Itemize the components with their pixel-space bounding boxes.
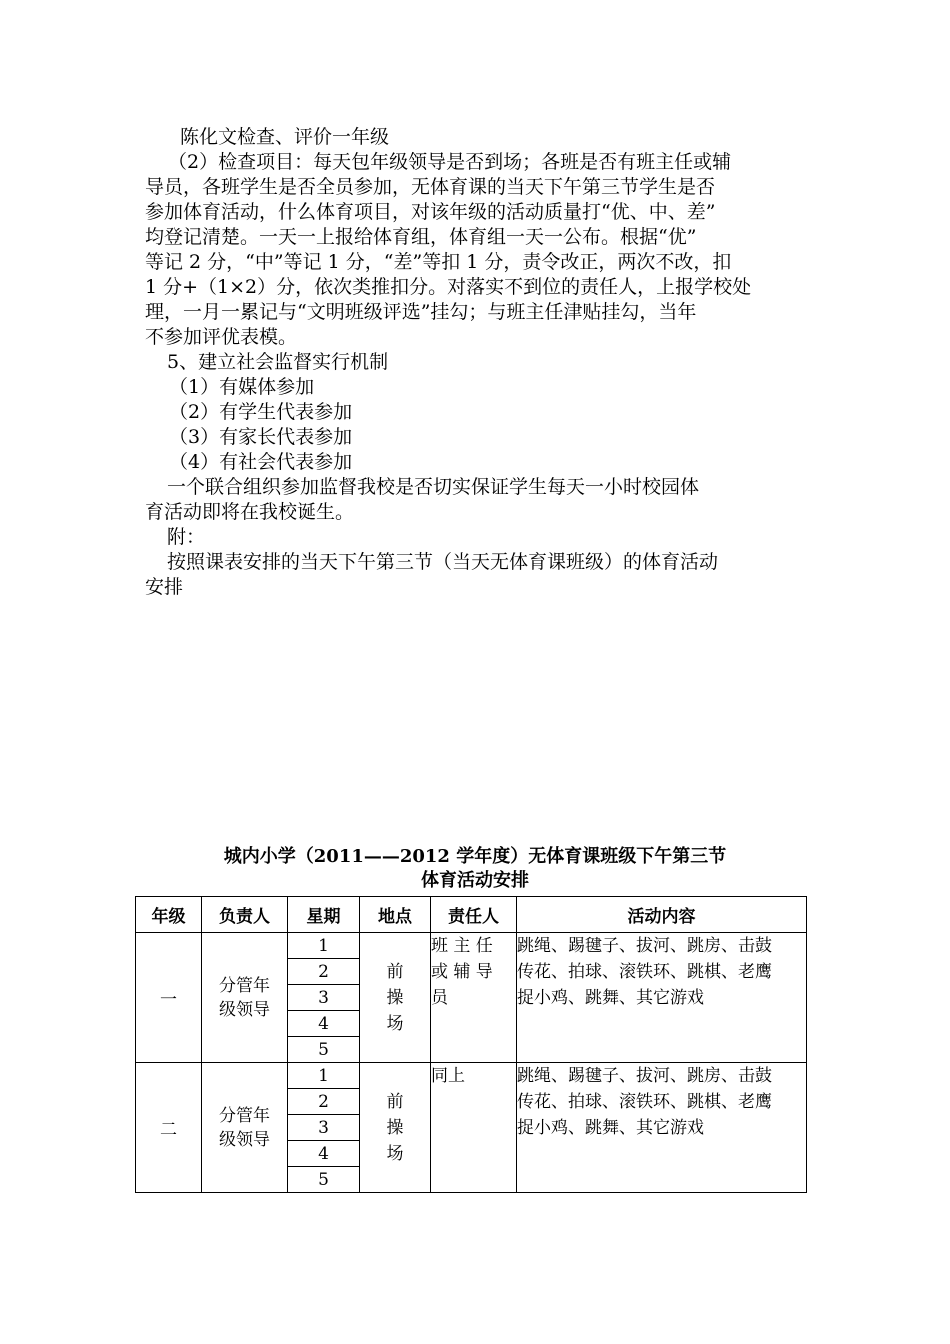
activity-text: 捉小鸡、跳舞、其它游戏 bbox=[517, 1118, 704, 1138]
header-grade: 年级 bbox=[136, 897, 202, 933]
text-line: 安排 bbox=[145, 576, 184, 598]
leader-text: 分管年 bbox=[219, 975, 270, 996]
table-title: 城内小学（2011——2012 学年度）无体育课班级下午第三节 bbox=[223, 846, 727, 867]
weekday-cell: 3 bbox=[288, 985, 360, 1011]
grade-cell: 二 bbox=[136, 1063, 202, 1193]
text-line: 参加体育活动，什么体育项目，对该年级的活动质量打“优、中、差” bbox=[145, 201, 716, 223]
header-location: 地点 bbox=[360, 897, 431, 933]
list-item: （1）有媒体参加 bbox=[169, 376, 315, 398]
location-char: 前 bbox=[386, 1091, 404, 1112]
responsible-cell bbox=[431, 933, 517, 1063]
text-line: 1 分+（1×2）分，依次类推扣分。对落实不到位的责任人，上报学校处 bbox=[145, 276, 752, 298]
leader-text: 级领导 bbox=[219, 999, 270, 1020]
responsible-cell bbox=[431, 1063, 517, 1193]
weekday-cell: 2 bbox=[288, 1089, 360, 1115]
activity-cell bbox=[517, 933, 807, 1063]
weekday-cell: 5 bbox=[288, 1167, 360, 1193]
location-char: 操 bbox=[386, 1117, 404, 1138]
text-line: 导员，各班学生是否全员参加，无体育课的当天下午第三节学生是否 bbox=[145, 176, 716, 198]
schedule-table bbox=[135, 896, 807, 1193]
list-item: （4）有社会代表参加 bbox=[169, 451, 353, 473]
list-item: （2）有学生代表参加 bbox=[169, 401, 353, 423]
location-char: 操 bbox=[386, 987, 404, 1008]
weekday-cell: 4 bbox=[288, 1141, 360, 1167]
responsible-text: 班 主 任 bbox=[431, 936, 493, 956]
activity-cell bbox=[517, 1063, 807, 1193]
leader-text: 级领导 bbox=[219, 1129, 270, 1150]
location-char: 前 bbox=[386, 961, 404, 982]
header-activities: 活动内容 bbox=[517, 897, 807, 933]
table-header-row bbox=[136, 897, 807, 933]
list-item: （3）有家长代表参加 bbox=[169, 426, 353, 448]
header-responsible: 责任人 bbox=[431, 897, 517, 933]
activity-text: 传花、拍球、滚铁环、跳棋、老鹰 bbox=[517, 1092, 772, 1112]
text-line: 陈化文检查、评价一年级 bbox=[180, 126, 390, 148]
text-line: 等记 2 分，“中”等记 1 分，“差”等扣 1 分，责令改正，两次不改，扣 bbox=[145, 251, 732, 273]
location-cell bbox=[360, 1063, 431, 1193]
text-line: 一个联合组织参加监督我校是否切实保证学生每天一小时校园体 bbox=[167, 476, 700, 498]
weekday-cell: 5 bbox=[288, 1037, 360, 1063]
leader-text: 分管年 bbox=[219, 1105, 270, 1126]
leader-cell bbox=[202, 933, 288, 1063]
location-char: 场 bbox=[386, 1143, 404, 1164]
text-line: 理，一月一累记与“文明班级评选”挂勾；与班主任津贴挂勾，当年 bbox=[145, 301, 697, 323]
grade-cell: 一 bbox=[136, 933, 202, 1063]
leader-cell bbox=[202, 1063, 288, 1193]
responsible-text: 或 辅 导 bbox=[431, 962, 493, 982]
location-char: 场 bbox=[386, 1013, 404, 1034]
weekday-cell: 2 bbox=[288, 959, 360, 985]
location-cell bbox=[360, 933, 431, 1063]
table-row bbox=[136, 1063, 807, 1089]
responsible-text: 员 bbox=[431, 988, 448, 1008]
text-line: （2）检查项目：每天包年级领导是否到场；各班是否有班主任或辅 bbox=[168, 151, 732, 173]
section-heading: 5、建立社会监督实行机制 bbox=[167, 351, 389, 373]
activity-text: 捉小鸡、跳舞、其它游戏 bbox=[517, 988, 704, 1008]
text-line: 不参加评优表模。 bbox=[145, 326, 298, 348]
weekday-cell: 3 bbox=[288, 1115, 360, 1141]
appendix-label: 附： bbox=[167, 526, 206, 548]
activity-text: 跳绳、踢毽子、拔河、跳房、击鼓 bbox=[517, 936, 772, 956]
text-line: 育活动即将在我校诞生。 bbox=[145, 501, 355, 523]
header-leader: 负责人 bbox=[202, 897, 288, 933]
text-line: 按照课表安排的当天下午第三节（当天无体育课班级）的体育活动 bbox=[167, 551, 719, 573]
responsible-text: 同上 bbox=[431, 1066, 465, 1086]
text-line: 均登记清楚。一天一上报给体育组，体育组一天一公布。根据“优” bbox=[145, 226, 697, 248]
table-subtitle: 体育活动安排 bbox=[421, 870, 529, 891]
weekday-cell: 1 bbox=[288, 1063, 360, 1089]
header-weekday: 星期 bbox=[288, 897, 360, 933]
activity-text: 传花、拍球、滚铁环、跳棋、老鹰 bbox=[517, 962, 772, 982]
table-row bbox=[136, 933, 807, 959]
weekday-cell: 1 bbox=[288, 933, 360, 959]
weekday-cell: 4 bbox=[288, 1011, 360, 1037]
activity-text: 跳绳、踢毽子、拔河、跳房、击鼓 bbox=[517, 1066, 772, 1086]
